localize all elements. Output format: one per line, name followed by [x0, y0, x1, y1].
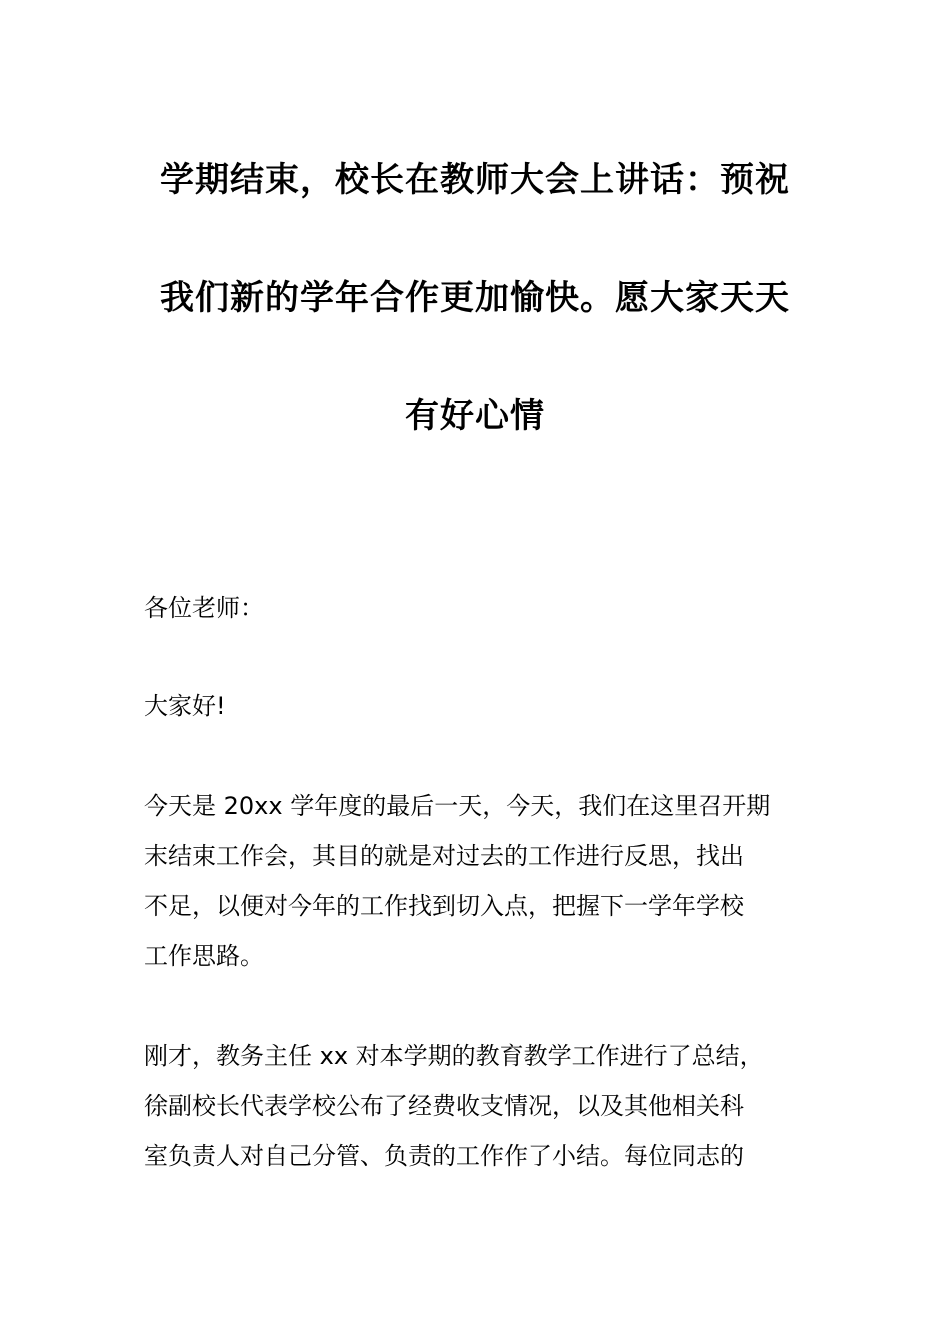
document-title-line-1: 学期结束，校长在教师大会上讲话：预祝: [160, 160, 790, 200]
paragraph-1-line-2: 末结束工作会，其目的就是对过去的工作进行反思，找出: [144, 842, 744, 870]
paragraph-1-line-4: 工作思路。: [144, 942, 264, 970]
salutation: 各位老师：: [144, 594, 264, 622]
document-title-line-2: 我们新的学年合作更加愉快。愿大家天天: [160, 278, 790, 318]
greeting: 大家好!: [144, 692, 226, 720]
paragraph-2-line-1: 刚才，教务主任 xx 对本学期的教育教学工作进行了总结，: [144, 1042, 764, 1070]
document-title-line-3: 有好心情: [405, 396, 545, 436]
paragraph-2-line-2: 徐副校长代表学校公布了经费收支情况，以及其他相关科: [144, 1092, 744, 1120]
paragraph-1-line-3: 不足，以便对今年的工作找到切入点，把握下一学年学校: [144, 892, 744, 920]
paragraph-1-line-1: 今天是 20xx 学年度的最后一天，今天，我们在这里召开期: [144, 792, 771, 820]
paragraph-2-line-3: 室负责人对自己分管、负责的工作作了小结。每位同志的: [144, 1142, 744, 1170]
